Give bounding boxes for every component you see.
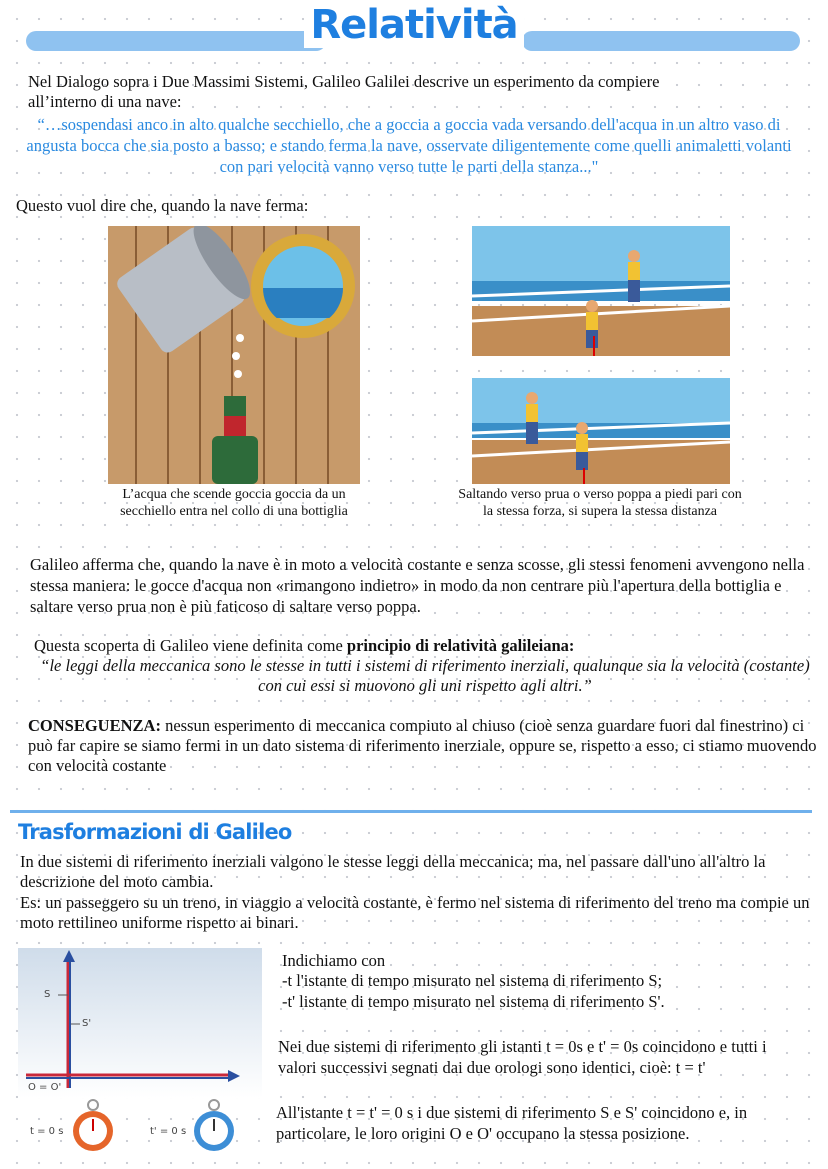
section-paragraph-2: Es: un passeggero su un treno, in viaggio a velocità costante, è fermo nel sistema di riferimento del treno ma compie un moto rettilineo uniforme rispetto ai binari. [20,893,810,932]
jump-illustration-top [472,226,730,356]
consequence-text: nessun esperimento di meccanica compiuto al chiuso (cioè senza guardare fuori dal finestrino) ci può far capire se siamo fermi in un dato sistema di riferimento inerziale, oppure se, rispetto a esso, ci stiamo muovendo con velocità costante [28,716,817,775]
consequence-paragraph [28,716,818,776]
section-title: Trasformazioni di Galileo [18,820,292,844]
clock-label-t-prime: t' = 0 s [150,1126,187,1137]
stopwatch-red-icon [73,1100,113,1151]
principle-quote: “le leggi della meccanica sono le stesse in tutti i sistemi di riferimento inerziali, qualunque sia la velocità (costante) con cui essi si muovono gli uni rispetto agli altri.” [40,656,810,695]
reference-frame-diagram [18,948,262,1160]
jump-illustration-bottom [472,378,730,484]
section-divider [10,810,812,813]
origin-label: O = O' [28,1082,62,1093]
stopwatch-blue-icon [194,1100,234,1151]
motion-paragraph: Galileo afferma che, quando la nave è in moto a velocità costante e senza scosse, gli stessi fenomeni avvengono nella stessa maniera: le gocce d'acqua non «rimangono indietro» in modo da non centrare più l'apertura della bottiglia e saltare verso prua non è più faticoso di saltare verso poppa. [30,555,805,616]
define-t: -t l'istante di tempo misurato nel sistema di riferimento S; [282,971,663,990]
principle-intro [34,636,794,656]
caption-left: L’acqua che scende goccia goccia da un secchiello entra nel collo di una bottiglia [120,487,348,519]
consequence-label: CONSEGUENZA: [28,716,161,735]
galileo-quote: “…sospendasi anco in alto qualche secchiello, che a goccia a goccia vada versando dell'acqua in un altro vaso di angusta bocca che sia posto a basso; e stando ferma la nave, osservate diligentemente come quelli animaletti volanti con pari velocità vanno verso tutte le parti della stanza..." [26,115,792,176]
page-title: Relatività [0,2,828,48]
section-paragraph-1: In due sistemi di riferimento inerziali valgono le stesse leggi della meccanica; ma, nel passare dall'uno all'altro la descrizione del moto cambia. [20,852,766,891]
coincide-paragraph: Nei due sistemi di riferimento gli istanti t = 0s e t' = 0s coincidono e tutti i valori successivi segnati dai due orologi sono identici, cioè: t = t' [278,1037,767,1077]
caption-right: Saltando verso prua o verso poppa a piedi pari con la stessa forza, si supera la stessa distanza [458,487,742,519]
define-t-prime: -t' listante di tempo misurato nel sistema di riferimento S'. [282,992,665,1011]
axis-label-s: S [44,989,51,1000]
bucket-bottle-illustration [108,226,360,484]
origins-paragraph: All'istante t = t' = 0 s i due sistemi di riferimento S e S' coincidono e, in particolare, le loro origini O e O' occupano la stessa posizione. [276,1103,748,1143]
define-intro: Indichiamo con [282,951,386,970]
lead-text: Questo vuol dire che, quando la nave ferma: [16,196,309,215]
clock-label-t: t = 0 s [30,1126,64,1137]
principle-intro-text: Questa scoperta di Galileo viene definita come [34,636,347,655]
principle-name: principio di relatività galileiana: [346,636,575,655]
intro-text: Nel Dialogo sopra i Due Massimi Sistemi, Galileo Galilei descrive un esperimento da compiere all’interno di una nave: [28,72,660,111]
axis-label-s-prime: S' [82,1018,92,1029]
